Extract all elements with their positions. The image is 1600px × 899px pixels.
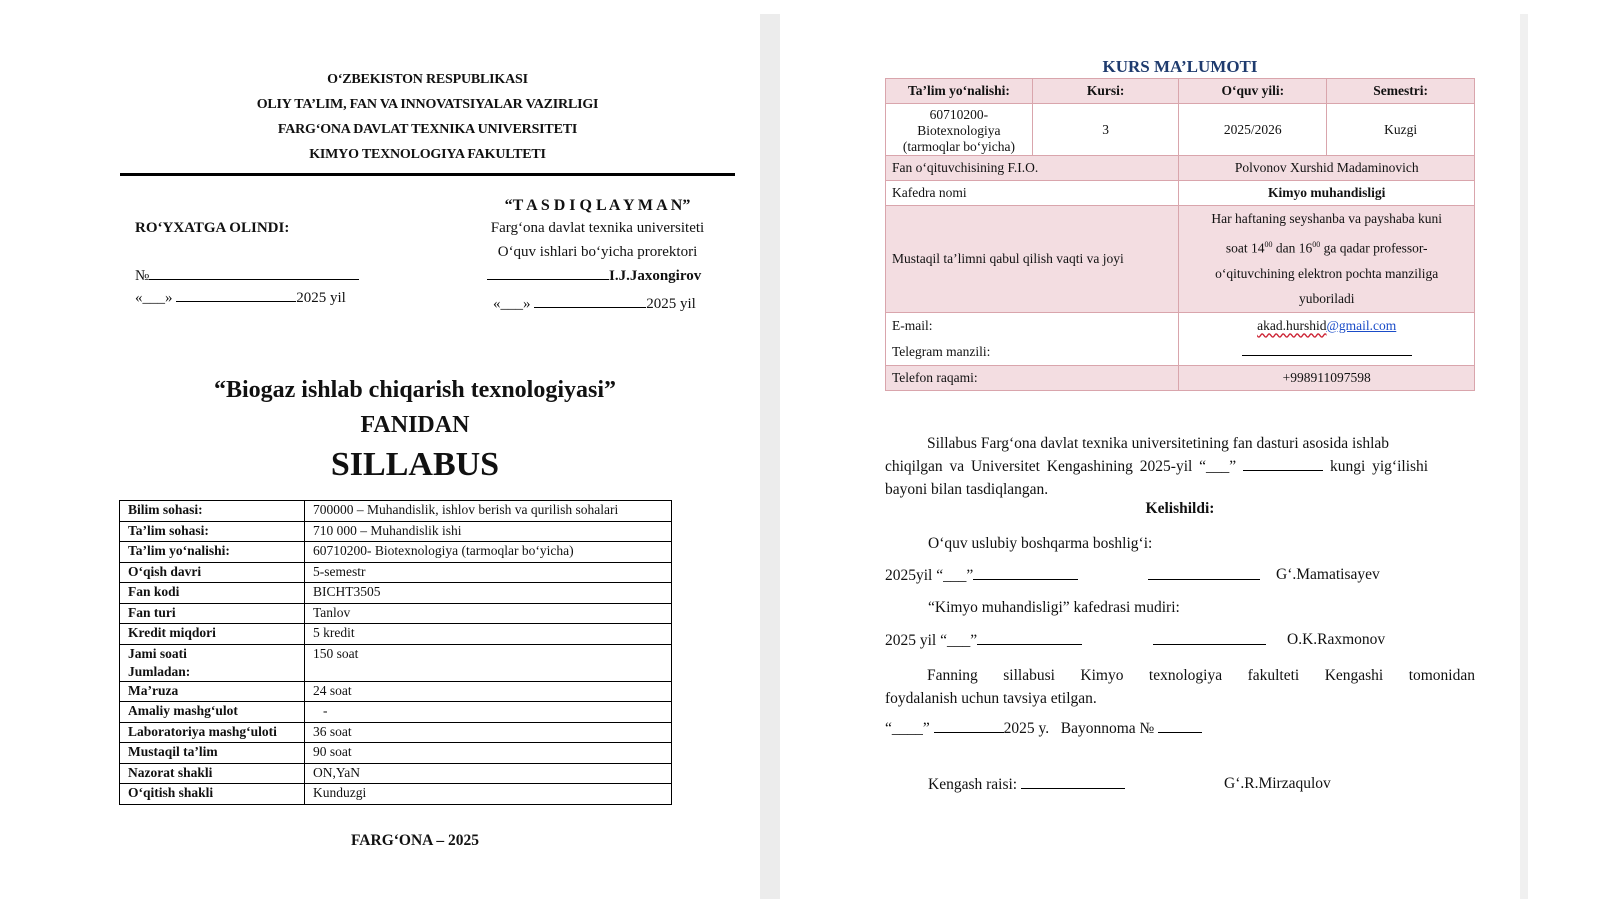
info-row-value: ON,YaN: [305, 763, 672, 784]
info-row: [120, 681, 672, 702]
protocol-open: “____”: [885, 720, 930, 737]
info-row-value: 5-semestr: [305, 562, 672, 583]
approval-date-prefix: «___»: [493, 296, 531, 312]
department-label: Kafedra nomi: [886, 181, 1179, 206]
approval-title: “T A S D I Q L A Y M A N”: [504, 197, 691, 214]
info-row-value: 150 soat: [305, 644, 672, 681]
course-subtitle: FANIDAN: [360, 412, 470, 438]
office-head-signature-blank: [1148, 566, 1260, 580]
direction-line-1: 60710200-: [929, 106, 989, 122]
email-label: E-mail:: [892, 317, 933, 333]
independent-line-1: Har haftaning seyshanba va payshaba kuni: [1211, 211, 1442, 226]
syllabus-heading: SILLABUS: [330, 446, 500, 483]
registered-number: [135, 266, 359, 285]
course-title: “Biogaz ishlab chiqarish texnologiyasi”: [213, 377, 617, 403]
kurs-header-year: O‘quv yili:: [1179, 79, 1327, 104]
info-row: [120, 521, 672, 542]
header-line-3: FARG‘ONA DAVLAT TEXNIKA UNIVERSITETI: [277, 122, 578, 137]
telegram-value: [1185, 339, 1468, 365]
info-row-key: Ta’lim yo‘nalishi:: [120, 542, 305, 563]
independent-line-4: yuboriladi: [1298, 291, 1355, 306]
info-row-key: Ma’ruza: [120, 681, 305, 702]
dept-head-signature-blank: [1153, 631, 1266, 645]
course-info-table: [119, 500, 672, 805]
info-row-value: BICHT3505: [305, 583, 672, 604]
approval-paragraph: [885, 432, 1475, 501]
office-head-name: G‘.Mamatisayev: [1276, 566, 1380, 583]
approval-signer-line: [487, 266, 701, 285]
info-row-value: Tanlov: [305, 603, 672, 624]
info-row: [120, 583, 672, 604]
registered-year: 2025 yil: [296, 290, 346, 306]
info-row: [120, 542, 672, 563]
independent-value: [1179, 206, 1475, 313]
info-row: [120, 501, 672, 522]
info-row-key: Laboratoriya mashg‘uloti: [120, 722, 305, 743]
info-row-key: Amaliy mashg‘ulot: [120, 702, 305, 723]
registered-date-prefix: «___»: [135, 290, 173, 306]
info-row-key: Nazorat shakli: [120, 763, 305, 784]
info-row-key: Kredit miqdori: [120, 624, 305, 645]
approval-line-2: O‘quv ishlari bo‘yicha prorektori: [497, 244, 698, 260]
dept-head-label: “Kimyo muhandisligi” kafedrasi mudiri:: [928, 599, 1180, 616]
independent-line-3: o‘qituvchining elektron pochta manziliga: [1215, 265, 1439, 281]
signature-blank: [487, 266, 609, 280]
independent-label: Mustaqil ta’limni qabul qilish vaqti va joyi: [886, 206, 1179, 313]
info-row: [120, 702, 672, 723]
teacher-name: Polvonov Xurshid Madaminovich: [1179, 156, 1475, 181]
protocol-number-blank: [1158, 719, 1202, 733]
approval-para-line-1: Sillabus Farg‘ona davlat texnika universitetining fan dasturi asosida ishlab: [927, 435, 1390, 452]
info-row-key: O‘qish davri: [120, 562, 305, 583]
info-row-value: Kunduzgi: [305, 784, 672, 805]
email-domain-link[interactable]: @gmail.com: [1326, 317, 1397, 333]
approval-date: [493, 294, 696, 313]
recommend-paragraph: [885, 664, 1475, 710]
protocol-label: Bayonnoma №: [1060, 720, 1155, 737]
kurs-title: KURS MA’LUMOTI: [1102, 57, 1258, 76]
teacher-label: Fan o‘qituvchisining F.I.O.: [886, 156, 1179, 181]
registered-date-blank: [176, 288, 296, 302]
page-edge: [1520, 14, 1528, 899]
chair-label: Kengash raisi:: [928, 776, 1018, 793]
contact-values: [1179, 312, 1475, 365]
protocol-date-blank: [934, 719, 1004, 733]
agreed-label: Kelishildi:: [1145, 500, 1215, 517]
info-row-value: 36 soat: [305, 722, 672, 743]
office-head-sign: [1148, 566, 1260, 585]
chair-signature-blank: [1021, 775, 1125, 789]
info-row: [120, 743, 672, 764]
info-row-key: Fan turi: [120, 603, 305, 624]
office-head-label: O‘quv uslubiy boshqarma boshlig‘i:: [928, 535, 1153, 552]
header-rule: [120, 173, 735, 176]
registered-date: [135, 288, 346, 307]
protocol-line: [885, 719, 1202, 738]
chair-line: [928, 775, 1125, 794]
header-line-4: KIMYO TEXNOLOGIYA FAKULTETI: [309, 147, 546, 162]
email-value[interactable]: [1185, 313, 1468, 339]
office-head-date-blank: [973, 566, 1078, 580]
info-row-key: Ta’lim sohasi:: [120, 521, 305, 542]
kurs-direction-cell: [886, 104, 1033, 156]
approval-year: 2025 yil: [646, 296, 696, 312]
email-user[interactable]: akad.hurshid: [1257, 317, 1327, 333]
approval-para-line-3: bayoni bilan tasdiqlangan.: [885, 481, 1049, 498]
approval-date-blank: [534, 294, 646, 308]
telegram-blank: [1242, 340, 1412, 356]
recommend-line-2: foydalanish uchun tavsiya etilgan.: [885, 690, 1097, 707]
kurs-semester-cell: Kuzgi: [1327, 104, 1475, 156]
info-row: [120, 624, 672, 645]
telegram-label: Telegram manzili:: [892, 343, 991, 359]
header-line-1: O‘ZBEKISTON RESPUBLIKASI: [327, 72, 528, 87]
info-row: [120, 784, 672, 805]
kurs-header-semester: Semestri:: [1327, 79, 1475, 104]
kurs-header-direction: Ta’lim yo‘nalishi:: [886, 79, 1033, 104]
info-row-value: 24 soat: [305, 681, 672, 702]
kurs-year-cell: 2025/2026: [1179, 104, 1327, 156]
info-row-value: -: [305, 702, 672, 723]
info-row-value: 90 soat: [305, 743, 672, 764]
protocol-year: 2025 y.: [1003, 720, 1050, 737]
independent-line-2: soat $14^{00}$ dan $16^{00}$ ga qadar professor-: [1225, 239, 1428, 255]
footer-city-year: FARG‘ONA – 2025: [350, 832, 479, 849]
header-line-2: OLIY TA’LIM, FAN VA INNOVATSIYALAR VAZIRLIGI: [256, 97, 599, 112]
phone-label: Telefon raqami:: [886, 365, 1179, 390]
dept-head-name: O.K.Raxmonov: [1287, 631, 1386, 648]
info-row: [120, 603, 672, 624]
info-row-value: 700000 – Muhandislik, ishlov berish va qurilish sohalari: [305, 501, 672, 522]
approval-signer: I.J.Jaxongirov: [609, 268, 702, 284]
direction-line-3: (tarmoqlar bo‘yicha): [902, 138, 1015, 154]
recommend-line-1: Fanning sillabusi Kimyo texnologiya fakulteti Kengashi tomonidan: [927, 667, 1475, 684]
dept-head-date: 2025 yil “___”: [885, 631, 1082, 650]
chair-name: G‘.R.Mirzaqulov: [1224, 775, 1331, 792]
dept-head-sign: [1153, 631, 1266, 650]
phone-value: +998911097598: [1179, 365, 1475, 390]
kurs-header-course: Kursi:: [1032, 79, 1179, 104]
info-row-value: 60710200- Biotexnologiya (tarmoqlar bo‘yicha): [305, 542, 672, 563]
info-row-key: Jami soati Jumladan:: [120, 644, 305, 681]
info-row: [120, 562, 672, 583]
kurs-course-cell: 3: [1032, 104, 1179, 156]
info-row-key: Mustaqil ta’lim: [120, 743, 305, 764]
info-row: [120, 722, 672, 743]
direction-line-2: Biotexnologiya: [917, 122, 1001, 138]
kurs-table: [885, 78, 1475, 391]
dept-head-date-blank: [977, 631, 1082, 645]
contact-labels: [886, 312, 1179, 365]
office-head-date: 2025yil “___”: [885, 566, 1078, 585]
info-row-key: Bilim sohasi:: [120, 501, 305, 522]
registered-label: RO‘YXATGA OLINDI:: [135, 220, 290, 236]
approval-para-line-2: chiqilgan va Universitet Kengashining 2025-yil “___” kungi yig‘ilishi: [885, 458, 1429, 475]
info-row-value: 5 kredit: [305, 624, 672, 645]
info-row-key: Fan kodi: [120, 583, 305, 604]
approval-line-1: Farg‘ona davlat texnika universiteti: [490, 220, 705, 236]
meeting-day-blank: [1243, 457, 1323, 471]
page-gutter: [760, 14, 780, 899]
number-prefix: №: [135, 268, 150, 284]
number-blank: [149, 266, 359, 280]
info-row-value: 710 000 – Muhandislik ishi: [305, 521, 672, 542]
info-row-key: O‘qitish shakli: [120, 784, 305, 805]
info-row: [120, 763, 672, 784]
department-name: Kimyo muhandisligi: [1179, 181, 1475, 206]
info-row: [120, 644, 672, 681]
